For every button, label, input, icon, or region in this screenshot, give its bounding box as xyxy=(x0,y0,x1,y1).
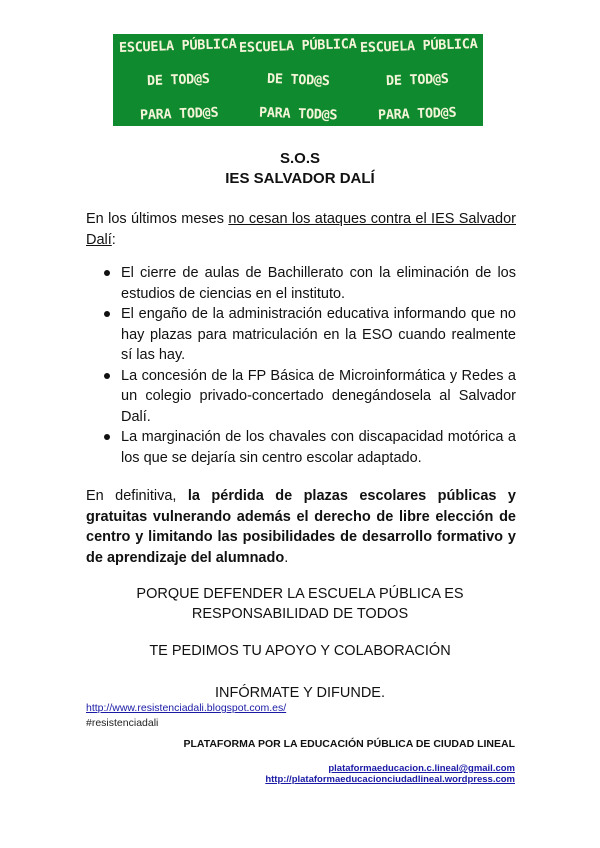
banner-text: DE TOD@S xyxy=(266,70,330,90)
appeal-line-2: RESPONSABILIDAD DE TODOS xyxy=(191,606,409,622)
banner-text: ESCUELA PÚBLICA xyxy=(359,35,478,57)
list-item xyxy=(86,366,516,428)
list-item-text: El engaño de la administración educativa informando que no hay plazas para matriculación en la ESO cuando realmente sí las hay. xyxy=(121,306,516,363)
list-item-text: La marginación de los chavales con discapacidad motórica a los que se dejaría sin centro escolar adaptado. xyxy=(121,429,516,466)
banner-text: DE TOD@S xyxy=(385,70,449,90)
list-item-text: La concesión de la FP Básica de Microinformática y Redes a un colegio privado-concertado denegándosela al Salvador Dalí. xyxy=(121,367,516,425)
bullet-icon xyxy=(104,373,110,379)
summary-suffix: . xyxy=(284,549,289,566)
summary-paragraph xyxy=(86,486,516,568)
banner-row-escuela-publica xyxy=(118,35,478,57)
banner-row-de-todos xyxy=(119,72,477,88)
title-sos: S.O.S xyxy=(279,150,320,167)
summary-bold: la pérdida de plazas escolares públicas y gratuitas vulnerando además el derecho de libre elección de centro y limitando las posibilidades de desarrollo formativo y de aprendizaje del alumnado xyxy=(86,488,516,566)
intro-underlined: no cesan los ataques contra el IES Salvador Dalí xyxy=(86,211,516,248)
appeal-support: TE PEDIMOS TU APOYO Y COLABORACIÓN xyxy=(149,643,451,659)
intro-suffix: : xyxy=(111,231,116,248)
banner-row-para-todos xyxy=(119,106,477,122)
banner-text: ESCUELA PÚBLICA xyxy=(118,35,237,57)
banner-text: ESCUELA PÚBLICA xyxy=(239,35,357,57)
appeal-spread: INFÓRMATE Y DIFUNDE. xyxy=(215,685,385,701)
email-link[interactable]: plataformaeducacion.c.lineal@gmail.com xyxy=(328,763,515,774)
banner-text: PARA TOD@S xyxy=(258,104,338,124)
intro-paragraph xyxy=(86,209,516,250)
summary-prefix: En definitiva, xyxy=(86,488,188,504)
grievance-list xyxy=(86,263,516,468)
banner-text: PARA TOD@S xyxy=(377,104,457,124)
header-banner xyxy=(113,34,483,126)
bullet-icon xyxy=(104,434,110,440)
banner-text: DE TOD@S xyxy=(147,70,211,90)
intro-prefix: En los últimos meses xyxy=(86,211,229,227)
list-item-text: El cierre de aulas de Bachillerato con la eliminación de los estudios de ciencias en el instituto. xyxy=(121,265,516,302)
bullet-icon xyxy=(104,311,110,317)
list-item xyxy=(86,427,516,468)
platform-name: PLATAFORMA POR LA EDUCACIÓN PÚBLICA DE CIUDAD LINEAL xyxy=(183,738,515,750)
title-school: IES SALVADOR DALÍ xyxy=(225,170,375,187)
hashtag: #resistenciadali xyxy=(86,717,159,729)
list-item xyxy=(86,263,516,304)
bullet-icon xyxy=(104,270,110,276)
blog-link[interactable]: http://www.resistenciadali.blogspot.com.es/ xyxy=(86,702,287,714)
list-item xyxy=(86,304,516,366)
appeal-line-1: PORQUE DEFENDER LA ESCUELA PÚBLICA ES xyxy=(136,586,464,602)
banner-text: PARA TOD@S xyxy=(139,104,219,124)
wordpress-link[interactable]: http://plataformaeducacionciudadlineal.wordpress.com xyxy=(265,774,515,785)
